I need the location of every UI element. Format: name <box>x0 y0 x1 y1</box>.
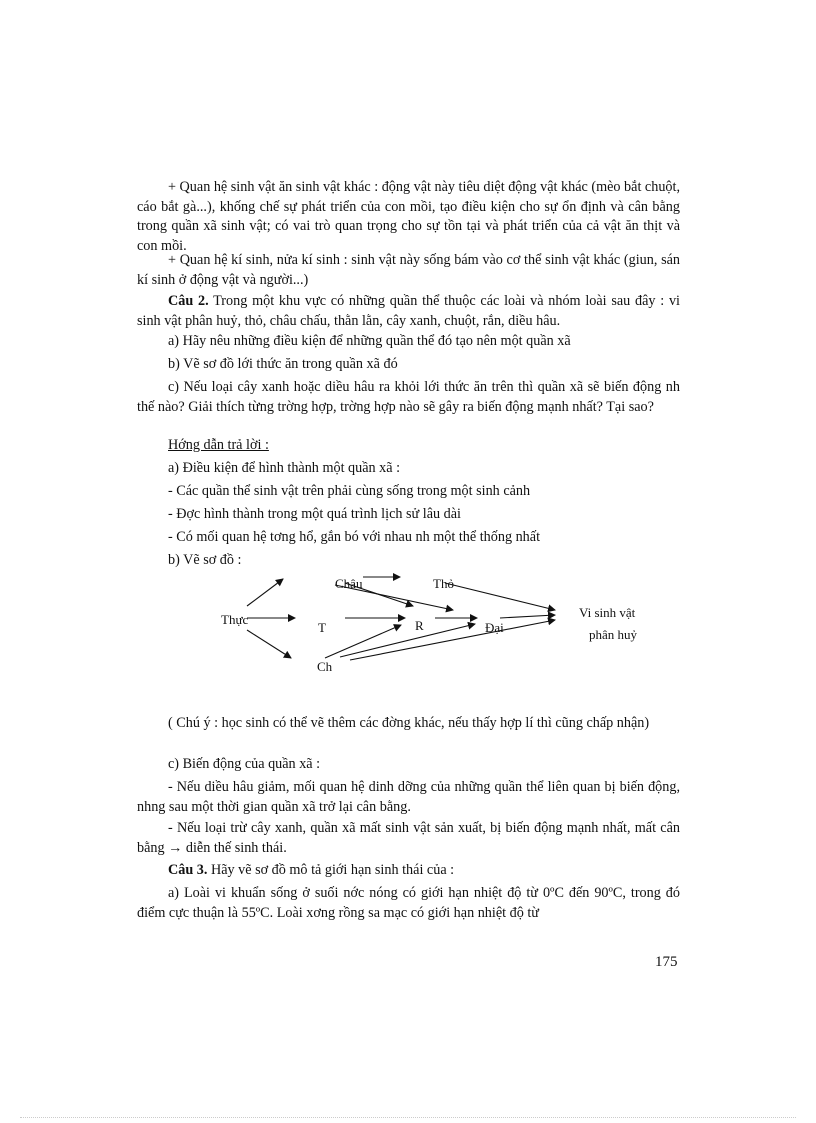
node-thuc: Thực <box>221 612 249 627</box>
node-ch: Ch <box>317 659 333 674</box>
answer-a-item-1: - Các quần thể sinh vật trên phải cùng sống trong một sinh cảnh <box>168 483 531 499</box>
answer-a: a) Điều kiện để hình thành một quần xã : <box>168 460 401 476</box>
answer-guide-heading: Hớng dẫn trả lời : <box>168 437 269 453</box>
answer-c-item-2: - Nếu loại trừ cây xanh, quần xã mất sinh vật sản xuất, bị biến động mạnh nhất, mất cân bằng → diễn thế sinh thái. <box>137 820 680 856</box>
page-bottom-divider <box>20 1117 796 1118</box>
food-web-arrows <box>247 577 555 660</box>
answer-a-item-2: - Đợc hình thành trong một quá trình lịch sử lâu dài <box>168 506 461 522</box>
food-web-nodes <box>221 576 638 674</box>
node-dai: Đại <box>485 620 504 635</box>
question-3-label: Câu 3. <box>168 862 208 878</box>
node-tho: Thỏ <box>433 576 454 591</box>
question-2-label: Câu 2. <box>168 293 209 309</box>
question-3: Câu 3. Hãy vẽ sơ đồ mô tả giới hạn sinh thái của : <box>168 862 455 878</box>
node-vsv-line1: Vi sinh vật <box>579 605 636 620</box>
answer-c-item-1: - Nếu diều hâu giảm, mối quan hệ dinh dỡng của những quần thể liên quan bị biến động, nhng sau một thời gian quần xã trở lại cân bằng. <box>137 779 680 815</box>
node-t: T <box>318 620 326 635</box>
paragraph-parasitism: + Quan hệ kí sinh, nửa kí sinh : sinh vật này sống bám vào cơ thể sinh vật khác (giun, sán kí sinh ở động vật và người...) <box>137 252 680 288</box>
food-web-diagram <box>215 570 690 675</box>
paragraph-predation: + Quan hệ sinh vật ăn sinh vật khác : động vật này tiêu diệt động vật khác (mèo bắt chuột, cáo bắt gà...), khống chế sự phát triển của con mồi, tạo điều kiện cho sự ổn định và cân bằng trong quần xã sinh vật; có vai trò quan trọng cho sự tồn tại và phát triển của cả vật ăn thịt và con mồi. <box>137 179 680 254</box>
answer-a-item-3: - Có mối quan hệ tơng hổ, gắn bó với nhau nh một thể thống nhất <box>168 529 541 545</box>
question-2: Câu 2. Trong một khu vực có những quần thể thuộc các loài và nhóm loài sau đây : vi sinh vật phân huỷ, thỏ, châu chấu, thằn lằn, cây xanh, chuột, rắn, diều hâu. <box>137 293 681 329</box>
implies-arrow-icon: → <box>168 839 183 856</box>
page-number: 175 <box>655 954 678 970</box>
question-2a: a) Hãy nêu những điều kiện để những quần thể đó tạo nên một quần xã <box>168 333 571 349</box>
question-2c: c) Nếu loại cây xanh hoặc diều hâu ra khỏi lới thức ăn trên thì quần xã sẽ biến động nh thế nào? Giải thích từng trờng hợp, trờng hợp nào sẽ gây ra biến động mạnh nhất? Tại sao? <box>137 379 680 415</box>
answer-c: c) Biến động của quần xã : <box>168 756 321 772</box>
note-paragraph: ( Chú ý : học sinh có thể vẽ thêm các đờng khác, nếu thấy hợp lí thì cũng chấp nhận) <box>168 715 650 731</box>
question-3a: a) Loài vi khuẩn sống ở suối nớc nóng có giới hạn nhiệt độ từ 0ºC đến 90ºC, trong đó điểm cực thuận là 55ºC. Loài xơng rồng sa mạc có giới hạn nhiệt độ từ <box>137 885 680 921</box>
node-r: R <box>415 618 424 633</box>
question-2b: b) Vẽ sơ đồ lới thức ăn trong quần xã đó <box>168 356 398 372</box>
node-vsv-line2: phân huỷ <box>589 627 638 642</box>
node-chau: Châu <box>335 576 363 591</box>
answer-b: b) Vẽ sơ đồ : <box>168 552 242 568</box>
